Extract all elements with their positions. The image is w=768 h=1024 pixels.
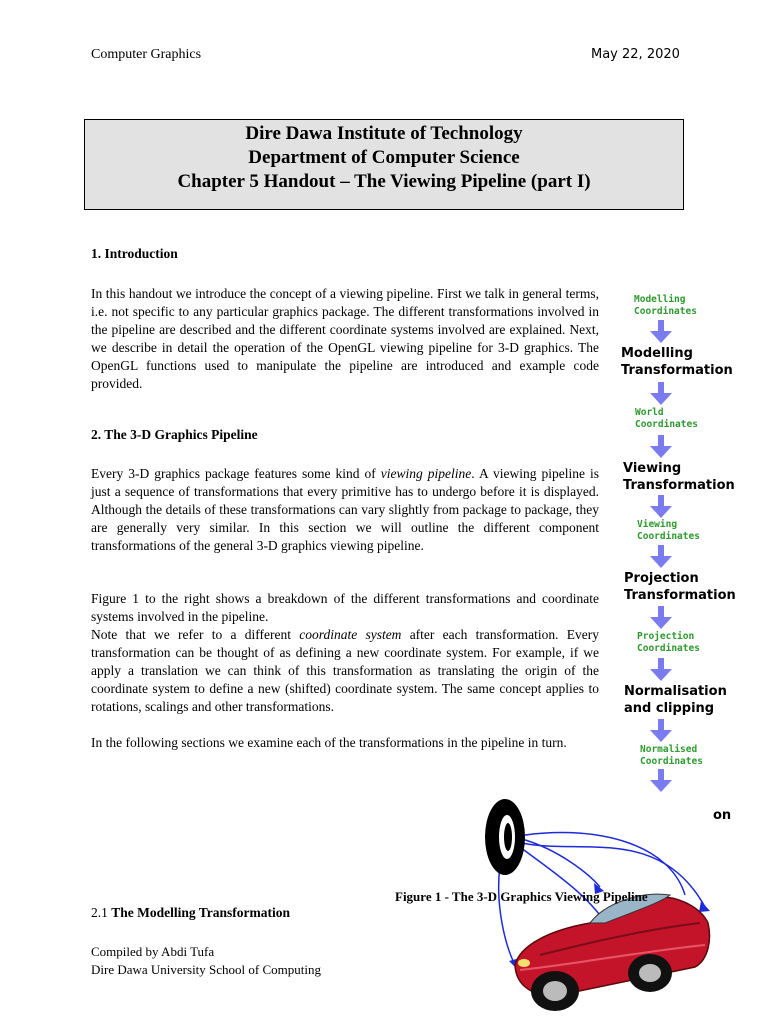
p2-second xyxy=(91,626,599,716)
subsection-number: 2.1 xyxy=(91,905,112,920)
down-arrow-icon xyxy=(650,382,672,406)
stage-label-1: Normalisation xyxy=(624,684,727,699)
pipeline-stage xyxy=(635,407,698,431)
pipeline-heading: 2. The 3-D Graphics Pipeline xyxy=(91,427,258,442)
stage-label-1: Projection xyxy=(624,571,699,586)
stage-label-2: Coordinates xyxy=(634,306,697,317)
pipeline-stage xyxy=(634,294,697,318)
down-arrow-icon xyxy=(650,719,672,743)
intro-heading: 1. Introduction xyxy=(91,246,178,261)
intro-paragraph: In this handout we introduce the concept of a viewing pipeline. First we talk in general terms, i.e. not specific to any particular graphics package. The different transformations involved in the pipeline are described and the different coordinate systems involved are explained. Next, we describe in detail the operation of the OpenGL viewing pipeline for 3-D graphics. The OpenGL functions used to manipulate the pipeline are introduced and example code provided. xyxy=(91,286,599,391)
stage-label-2: Transformation xyxy=(621,363,733,378)
p1-text-a: Every 3-D graphics package features some kind of xyxy=(91,466,381,481)
pipeline-paragraph-3: In the following sections we examine each of the transformations in the pipeline in turn. xyxy=(91,735,567,750)
down-arrow-icon xyxy=(650,320,672,344)
title-institute: Dire Dawa Institute of Technology xyxy=(245,123,523,144)
stage-label-1: Normalised xyxy=(640,744,698,755)
tire-car-illustration xyxy=(480,795,720,1024)
down-arrow-icon xyxy=(650,545,672,569)
stage-label-1: Modelling xyxy=(634,294,686,305)
pipeline-stage xyxy=(624,683,727,717)
stage-label-1: Projection xyxy=(637,631,695,642)
stage-label-1: World xyxy=(635,407,664,418)
title-chapter: Chapter 5 Handout – The Viewing Pipeline (part I) xyxy=(177,171,591,192)
figure-caption: Figure 1 - The 3-D Graphics Viewing Pipeline xyxy=(395,889,648,904)
down-arrow-icon xyxy=(650,435,672,459)
stage-label-2: Coordinates xyxy=(640,756,703,767)
pipeline-paragraph-1 xyxy=(91,465,599,555)
footer-school: Dire Dawa University School of Computing xyxy=(91,962,321,977)
p1-text-b: . A viewing pipeline is just a sequence of transformations that every primitive has to undergo before it is displayed. Although the details of these transformations can vary slightly from package to package, they are generally very similar. In this section we will outline the different component transformations of the general 3-D graphics viewing pipeline. xyxy=(91,466,599,553)
p2-text-a: Note that we refer to a different xyxy=(91,627,300,642)
stage-label-2: Coordinates xyxy=(635,419,698,430)
p2-text-b: after each transformation. Every transformation can be thought of as defining a new coordinate system. For example, if we apply a translation we can think of this transformation as translating the origin of the coordinate system to define a new (shifted) coordinate system. The same concept applies to rotations, scalings and other transformations. xyxy=(91,627,599,714)
down-arrow-icon xyxy=(650,658,672,682)
pipeline-paragraph-2 xyxy=(91,590,599,716)
stage-label-1: Modelling xyxy=(621,346,693,361)
stage-label-2: Coordinates xyxy=(637,643,700,654)
p1-italic: viewing pipeline xyxy=(380,466,472,481)
header-course: Computer Graphics xyxy=(91,47,202,62)
pipeline-stage xyxy=(640,744,703,768)
pipeline-stage xyxy=(624,570,736,604)
down-arrow-icon xyxy=(650,495,672,519)
stage-label-2: Coordinates xyxy=(637,531,700,542)
title-department: Department of Computer Science xyxy=(248,147,520,168)
stage-label-1: Viewing xyxy=(623,461,682,476)
stage-label-2: Transformation xyxy=(623,478,735,493)
stage-label-1: Viewing xyxy=(637,519,678,530)
footer-compiler: Compiled by Abdi Tufa xyxy=(91,944,215,959)
down-arrow-icon xyxy=(650,606,672,630)
pipeline-stage xyxy=(623,460,735,494)
stage-label-2: Transformation xyxy=(624,588,736,603)
p2-italic: coordinate system xyxy=(299,627,402,642)
pipeline-stage xyxy=(621,345,733,379)
partial-stage-label: on xyxy=(713,808,732,823)
title-box xyxy=(84,119,684,210)
subsection-heading xyxy=(91,905,290,921)
subsection-title: The Modelling Transformation xyxy=(111,905,291,920)
header-date: May 22, 2020 xyxy=(591,47,680,62)
pipeline-stage xyxy=(637,631,700,655)
pipeline-stage xyxy=(637,519,700,543)
stage-label-2: and clipping xyxy=(624,701,715,716)
down-arrow-icon xyxy=(650,769,672,793)
p2-first-line: Figure 1 to the right shows a breakdown of the different transformations and coordinate systems involved in the pipeline. xyxy=(91,591,599,624)
